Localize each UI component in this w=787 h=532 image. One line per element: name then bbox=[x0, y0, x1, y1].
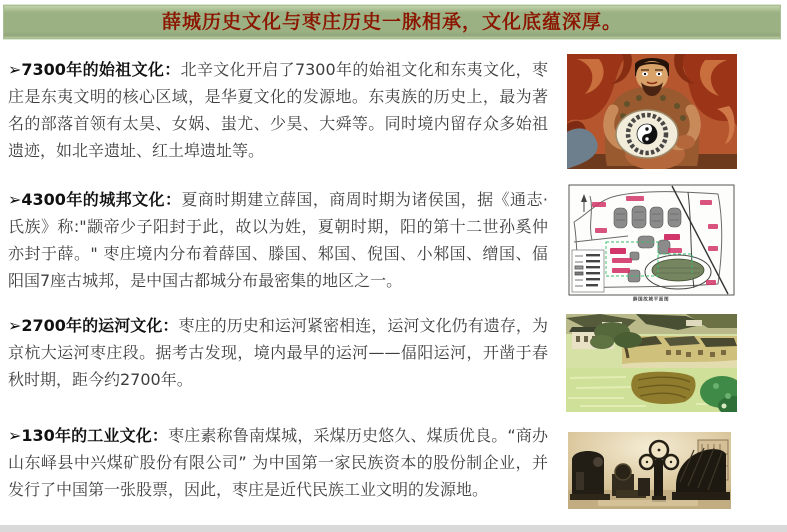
section-canal-culture bbox=[8, 312, 548, 393]
section-body: 枣庄的历史和运河紧密相连，运河文化仍有遗存，为京杭大运河枣庄段。据考古发现，境内最早的运河——偪阳运河，开凿于春秋时期，距今约2700年。 bbox=[8, 316, 548, 389]
arrow-bullet-icon: ➢ bbox=[8, 60, 22, 79]
section-citystate-culture bbox=[8, 186, 548, 294]
machinery-photo-illustration bbox=[568, 432, 731, 509]
section-body: 北辛文化开启了7300年的始祖文化和东夷文化，枣庄是东夷文明的核心区域，是华夏文化的发源地。东夷族的历史上，最为著名的部落首领有太昊、女娲、蚩尤、少昊、大舜等。同时境内留存众多始祖遗迹，如北辛遗址、红土埠遗址等。 bbox=[8, 60, 548, 160]
bottom-border-strip bbox=[0, 525, 787, 532]
section-body: 枣庄素称鲁南煤城，采煤历史悠久、煤质优良。“商办山东峄县中兴煤矿股份有限公司” 为中国第一家民族资本的股份制企业，并发行了中国第一张股票，因此，枣庄是近代民族工业文明的发源地。 bbox=[8, 426, 548, 499]
ancient-city-map bbox=[568, 184, 735, 302]
painting-boat bbox=[631, 372, 695, 404]
map-caption: 薛国故城平面图 bbox=[632, 297, 670, 302]
section-body: 夏商时期建立薛国，商周时期为诸侯国，据《通志·氏族》称:"颛帝少子阳封于此，故以为姓，夏朝时期，阳的第十二世孙奚仲亦封于薛。" 枣庄境内分布着薛国、滕国、邾国、倪国、小邾国、缯国、偪阳国7座古城邦，是中国古都城分布最密集的地区之一。 bbox=[8, 190, 548, 290]
canal-painting-illustration bbox=[566, 314, 737, 412]
header-bar bbox=[3, 5, 781, 39]
arrow-bullet-icon: ➢ bbox=[8, 190, 22, 209]
bagua-taiji-disc bbox=[616, 110, 678, 158]
section-heading: 2700年的运河文化： bbox=[21, 316, 179, 335]
section-ancestor-culture bbox=[8, 56, 548, 164]
site-map-illustration bbox=[568, 184, 735, 302]
section-heading: 4300年的城邦文化： bbox=[21, 190, 182, 209]
mine-machinery-photo bbox=[568, 432, 731, 509]
photo-foreground bbox=[598, 500, 698, 506]
section-heading: 130年的工业文化： bbox=[21, 426, 169, 445]
section-industry-culture bbox=[8, 422, 548, 503]
page-title: 薛城历史文化与枣庄历史一脉相承，文化底蕴深厚。 bbox=[161, 11, 622, 33]
arrow-bullet-icon: ➢ bbox=[8, 316, 22, 335]
ancestor-statue-photo bbox=[567, 54, 737, 169]
arrow-bullet-icon: ➢ bbox=[8, 426, 22, 445]
canal-painting bbox=[566, 314, 737, 412]
map-legend bbox=[572, 250, 604, 292]
ancestor-statue-illustration bbox=[567, 54, 737, 169]
section-heading: 7300年的始祖文化： bbox=[21, 60, 181, 79]
